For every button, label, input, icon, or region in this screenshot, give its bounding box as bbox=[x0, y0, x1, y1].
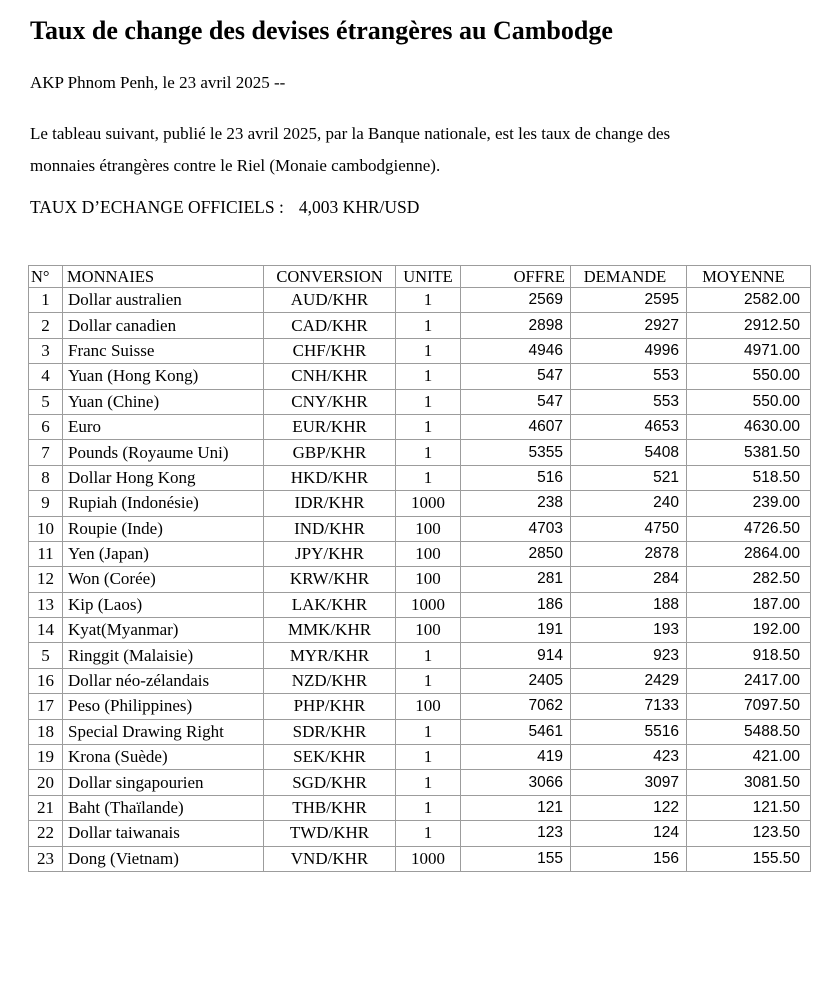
row-number-cell: 23 bbox=[29, 846, 63, 871]
average-rate-cell: 282.50 bbox=[687, 567, 811, 592]
row-number-cell: 3 bbox=[29, 338, 63, 363]
unit-cell: 100 bbox=[396, 541, 461, 566]
currency-name-cell: Franc Suisse bbox=[63, 338, 264, 363]
conversion-pair-cell: JPY/KHR bbox=[264, 541, 396, 566]
table-row bbox=[29, 440, 811, 465]
offer-rate-cell: 191 bbox=[461, 618, 571, 643]
rates-table-body bbox=[29, 288, 811, 872]
average-rate-cell: 5488.50 bbox=[687, 719, 811, 744]
row-number-cell: 2 bbox=[29, 313, 63, 338]
table-row bbox=[29, 770, 811, 795]
average-rate-cell: 550.00 bbox=[687, 389, 811, 414]
offer-rate-cell: 5461 bbox=[461, 719, 571, 744]
table-row bbox=[29, 846, 811, 871]
demand-rate-cell: 240 bbox=[571, 491, 687, 516]
offer-rate-cell: 547 bbox=[461, 364, 571, 389]
demand-rate-cell: 4750 bbox=[571, 516, 687, 541]
row-number-cell: 10 bbox=[29, 516, 63, 541]
conversion-pair-cell: MYR/KHR bbox=[264, 643, 396, 668]
demand-rate-cell: 2595 bbox=[571, 288, 687, 313]
conversion-pair-cell: LAK/KHR bbox=[264, 592, 396, 617]
conversion-pair-cell: AUD/KHR bbox=[264, 288, 396, 313]
offer-rate-cell: 419 bbox=[461, 745, 571, 770]
conversion-pair-cell: VND/KHR bbox=[264, 846, 396, 871]
average-rate-cell: 2417.00 bbox=[687, 668, 811, 693]
unit-cell: 100 bbox=[396, 694, 461, 719]
header-conversion: CONVERSION bbox=[264, 266, 396, 288]
intro-paragraph bbox=[30, 118, 790, 182]
table-row bbox=[29, 465, 811, 490]
offer-rate-cell: 123 bbox=[461, 821, 571, 846]
row-number-cell: 22 bbox=[29, 821, 63, 846]
conversion-pair-cell: PHP/KHR bbox=[264, 694, 396, 719]
currency-name-cell: Yuan (Chine) bbox=[63, 389, 264, 414]
conversion-pair-cell: SEK/KHR bbox=[264, 745, 396, 770]
average-rate-cell: 155.50 bbox=[687, 846, 811, 871]
offer-rate-cell: 2569 bbox=[461, 288, 571, 313]
demand-rate-cell: 3097 bbox=[571, 770, 687, 795]
unit-cell: 100 bbox=[396, 567, 461, 592]
offer-rate-cell: 4703 bbox=[461, 516, 571, 541]
average-rate-cell: 187.00 bbox=[687, 592, 811, 617]
table-row bbox=[29, 389, 811, 414]
currency-name-cell: Dollar Hong Kong bbox=[63, 465, 264, 490]
unit-cell: 1 bbox=[396, 465, 461, 490]
header-currency-name: MONNAIES bbox=[63, 266, 264, 288]
average-rate-cell: 421.00 bbox=[687, 745, 811, 770]
conversion-pair-cell: CNY/KHR bbox=[264, 389, 396, 414]
demand-rate-cell: 2927 bbox=[571, 313, 687, 338]
demand-rate-cell: 122 bbox=[571, 795, 687, 820]
demand-rate-cell: 5516 bbox=[571, 719, 687, 744]
row-number-cell: 4 bbox=[29, 364, 63, 389]
offer-rate-cell: 2405 bbox=[461, 668, 571, 693]
row-number-cell: 5 bbox=[29, 643, 63, 668]
conversion-pair-cell: SGD/KHR bbox=[264, 770, 396, 795]
unit-cell: 1 bbox=[396, 770, 461, 795]
unit-cell: 1 bbox=[396, 389, 461, 414]
conversion-pair-cell: CAD/KHR bbox=[264, 313, 396, 338]
row-number-cell: 9 bbox=[29, 491, 63, 516]
dateline: AKP Phnom Penh, le 23 avril 2025 -- bbox=[30, 73, 286, 92]
table-row bbox=[29, 618, 811, 643]
table-row bbox=[29, 364, 811, 389]
table-row bbox=[29, 821, 811, 846]
unit-cell: 1000 bbox=[396, 491, 461, 516]
conversion-pair-cell: IND/KHR bbox=[264, 516, 396, 541]
demand-rate-cell: 4653 bbox=[571, 414, 687, 439]
demand-rate-cell: 4996 bbox=[571, 338, 687, 363]
table-row bbox=[29, 516, 811, 541]
table-row bbox=[29, 414, 811, 439]
offer-rate-cell: 186 bbox=[461, 592, 571, 617]
currency-name-cell: Dollar australien bbox=[63, 288, 264, 313]
official-rate-label: TAUX D’ECHANGE OFFICIELS : bbox=[30, 197, 284, 217]
offer-rate-cell: 7062 bbox=[461, 694, 571, 719]
header-offer: OFFRE bbox=[461, 266, 571, 288]
conversion-pair-cell: GBP/KHR bbox=[264, 440, 396, 465]
average-rate-cell: 5381.50 bbox=[687, 440, 811, 465]
table-row bbox=[29, 592, 811, 617]
table-row bbox=[29, 795, 811, 820]
unit-cell: 1 bbox=[396, 364, 461, 389]
average-rate-cell: 550.00 bbox=[687, 364, 811, 389]
table-row bbox=[29, 491, 811, 516]
row-number-cell: 11 bbox=[29, 541, 63, 566]
demand-rate-cell: 284 bbox=[571, 567, 687, 592]
offer-rate-cell: 121 bbox=[461, 795, 571, 820]
table-row bbox=[29, 338, 811, 363]
average-rate-cell: 7097.50 bbox=[687, 694, 811, 719]
header-unit: UNITE bbox=[396, 266, 461, 288]
unit-cell: 1 bbox=[396, 288, 461, 313]
currency-name-cell: Won (Corée) bbox=[63, 567, 264, 592]
offer-rate-cell: 4607 bbox=[461, 414, 571, 439]
conversion-pair-cell: THB/KHR bbox=[264, 795, 396, 820]
page-title: Taux de change des devises étrangères au Cambodge bbox=[30, 16, 613, 45]
row-number-cell: 14 bbox=[29, 618, 63, 643]
currency-name-cell: Special Drawing Right bbox=[63, 719, 264, 744]
average-rate-cell: 123.50 bbox=[687, 821, 811, 846]
demand-rate-cell: 423 bbox=[571, 745, 687, 770]
offer-rate-cell: 547 bbox=[461, 389, 571, 414]
currency-name-cell: Yen (Japan) bbox=[63, 541, 264, 566]
unit-cell: 1 bbox=[396, 719, 461, 744]
row-number-cell: 18 bbox=[29, 719, 63, 744]
unit-cell: 1 bbox=[396, 821, 461, 846]
table-row bbox=[29, 541, 811, 566]
offer-rate-cell: 3066 bbox=[461, 770, 571, 795]
conversion-pair-cell: HKD/KHR bbox=[264, 465, 396, 490]
row-number-cell: 20 bbox=[29, 770, 63, 795]
demand-rate-cell: 2429 bbox=[571, 668, 687, 693]
table-row bbox=[29, 694, 811, 719]
row-number-cell: 7 bbox=[29, 440, 63, 465]
conversion-pair-cell: NZD/KHR bbox=[264, 668, 396, 693]
unit-cell: 1 bbox=[396, 313, 461, 338]
offer-rate-cell: 516 bbox=[461, 465, 571, 490]
demand-rate-cell: 7133 bbox=[571, 694, 687, 719]
demand-rate-cell: 5408 bbox=[571, 440, 687, 465]
average-rate-cell: 3081.50 bbox=[687, 770, 811, 795]
demand-rate-cell: 193 bbox=[571, 618, 687, 643]
average-rate-cell: 518.50 bbox=[687, 465, 811, 490]
official-rate-line bbox=[30, 196, 813, 218]
currency-name-cell: Kyat(Myanmar) bbox=[63, 618, 264, 643]
row-number-cell: 5 bbox=[29, 389, 63, 414]
average-rate-cell: 4971.00 bbox=[687, 338, 811, 363]
demand-rate-cell: 553 bbox=[571, 364, 687, 389]
row-number-cell: 13 bbox=[29, 592, 63, 617]
currency-name-cell: Euro bbox=[63, 414, 264, 439]
offer-rate-cell: 238 bbox=[461, 491, 571, 516]
currency-name-cell: Ringgit (Malaisie) bbox=[63, 643, 264, 668]
demand-rate-cell: 124 bbox=[571, 821, 687, 846]
intro-paragraph-line-1: Le tableau suivant, publié le 23 avril 2025, par la Banque nationale, est les taux de change des bbox=[30, 124, 671, 143]
offer-rate-cell: 914 bbox=[461, 643, 571, 668]
table-row bbox=[29, 745, 811, 770]
row-number-cell: 6 bbox=[29, 414, 63, 439]
conversion-pair-cell: TWD/KHR bbox=[264, 821, 396, 846]
average-rate-cell: 2864.00 bbox=[687, 541, 811, 566]
table-row bbox=[29, 567, 811, 592]
unit-cell: 1000 bbox=[396, 592, 461, 617]
row-number-cell: 19 bbox=[29, 745, 63, 770]
currency-name-cell: Kip (Laos) bbox=[63, 592, 264, 617]
intro-paragraph-line-2: monnaies étrangères contre le Riel (Monaie cambodgienne). bbox=[30, 156, 441, 175]
unit-cell: 1 bbox=[396, 440, 461, 465]
table-row bbox=[29, 313, 811, 338]
row-number-cell: 16 bbox=[29, 668, 63, 693]
header-average: MOYENNE bbox=[687, 266, 811, 288]
unit-cell: 1 bbox=[396, 338, 461, 363]
currency-name-cell: Pounds (Royaume Uni) bbox=[63, 440, 264, 465]
conversion-pair-cell: MMK/KHR bbox=[264, 618, 396, 643]
offer-rate-cell: 4946 bbox=[461, 338, 571, 363]
currency-name-cell: Yuan (Hong Kong) bbox=[63, 364, 264, 389]
demand-rate-cell: 188 bbox=[571, 592, 687, 617]
offer-rate-cell: 281 bbox=[461, 567, 571, 592]
offer-rate-cell: 2850 bbox=[461, 541, 571, 566]
unit-cell: 100 bbox=[396, 516, 461, 541]
currency-name-cell: Dollar néo-zélandais bbox=[63, 668, 264, 693]
demand-rate-cell: 521 bbox=[571, 465, 687, 490]
table-row bbox=[29, 719, 811, 744]
row-number-cell: 12 bbox=[29, 567, 63, 592]
header-row-number: N° bbox=[29, 266, 63, 288]
currency-name-cell: Dong (Vietnam) bbox=[63, 846, 264, 871]
currency-name-cell: Dollar taiwanais bbox=[63, 821, 264, 846]
unit-cell: 1000 bbox=[396, 846, 461, 871]
currency-name-cell: Peso (Philippines) bbox=[63, 694, 264, 719]
average-rate-cell: 121.50 bbox=[687, 795, 811, 820]
table-header-row bbox=[29, 266, 811, 288]
conversion-pair-cell: EUR/KHR bbox=[264, 414, 396, 439]
offer-rate-cell: 5355 bbox=[461, 440, 571, 465]
unit-cell: 1 bbox=[396, 414, 461, 439]
conversion-pair-cell: SDR/KHR bbox=[264, 719, 396, 744]
unit-cell: 1 bbox=[396, 643, 461, 668]
average-rate-cell: 239.00 bbox=[687, 491, 811, 516]
currency-name-cell: Baht (Thaïlande) bbox=[63, 795, 264, 820]
table-row bbox=[29, 288, 811, 313]
conversion-pair-cell: KRW/KHR bbox=[264, 567, 396, 592]
conversion-pair-cell: CHF/KHR bbox=[264, 338, 396, 363]
conversion-pair-cell: CNH/KHR bbox=[264, 364, 396, 389]
unit-cell: 1 bbox=[396, 668, 461, 693]
demand-rate-cell: 156 bbox=[571, 846, 687, 871]
row-number-cell: 17 bbox=[29, 694, 63, 719]
row-number-cell: 21 bbox=[29, 795, 63, 820]
offer-rate-cell: 155 bbox=[461, 846, 571, 871]
table-row bbox=[29, 668, 811, 693]
row-number-cell: 1 bbox=[29, 288, 63, 313]
average-rate-cell: 4630.00 bbox=[687, 414, 811, 439]
official-rate-value: 4,003 KHR/USD bbox=[298, 197, 420, 217]
demand-rate-cell: 2878 bbox=[571, 541, 687, 566]
currency-name-cell: Rupiah (Indonésie) bbox=[63, 491, 264, 516]
average-rate-cell: 2582.00 bbox=[687, 288, 811, 313]
currency-name-cell: Roupie (Inde) bbox=[63, 516, 264, 541]
average-rate-cell: 4726.50 bbox=[687, 516, 811, 541]
header-demand: DEMANDE bbox=[571, 266, 687, 288]
average-rate-cell: 192.00 bbox=[687, 618, 811, 643]
unit-cell: 1 bbox=[396, 795, 461, 820]
demand-rate-cell: 923 bbox=[571, 643, 687, 668]
average-rate-cell: 2912.50 bbox=[687, 313, 811, 338]
table-row bbox=[29, 643, 811, 668]
offer-rate-cell: 2898 bbox=[461, 313, 571, 338]
row-number-cell: 8 bbox=[29, 465, 63, 490]
currency-name-cell: Dollar canadien bbox=[63, 313, 264, 338]
unit-cell: 1 bbox=[396, 745, 461, 770]
currency-name-cell: Krona (Suède) bbox=[63, 745, 264, 770]
unit-cell: 100 bbox=[396, 618, 461, 643]
conversion-pair-cell: IDR/KHR bbox=[264, 491, 396, 516]
currency-name-cell: Dollar singapourien bbox=[63, 770, 264, 795]
exchange-rates-table bbox=[28, 265, 811, 872]
demand-rate-cell: 553 bbox=[571, 389, 687, 414]
average-rate-cell: 918.50 bbox=[687, 643, 811, 668]
